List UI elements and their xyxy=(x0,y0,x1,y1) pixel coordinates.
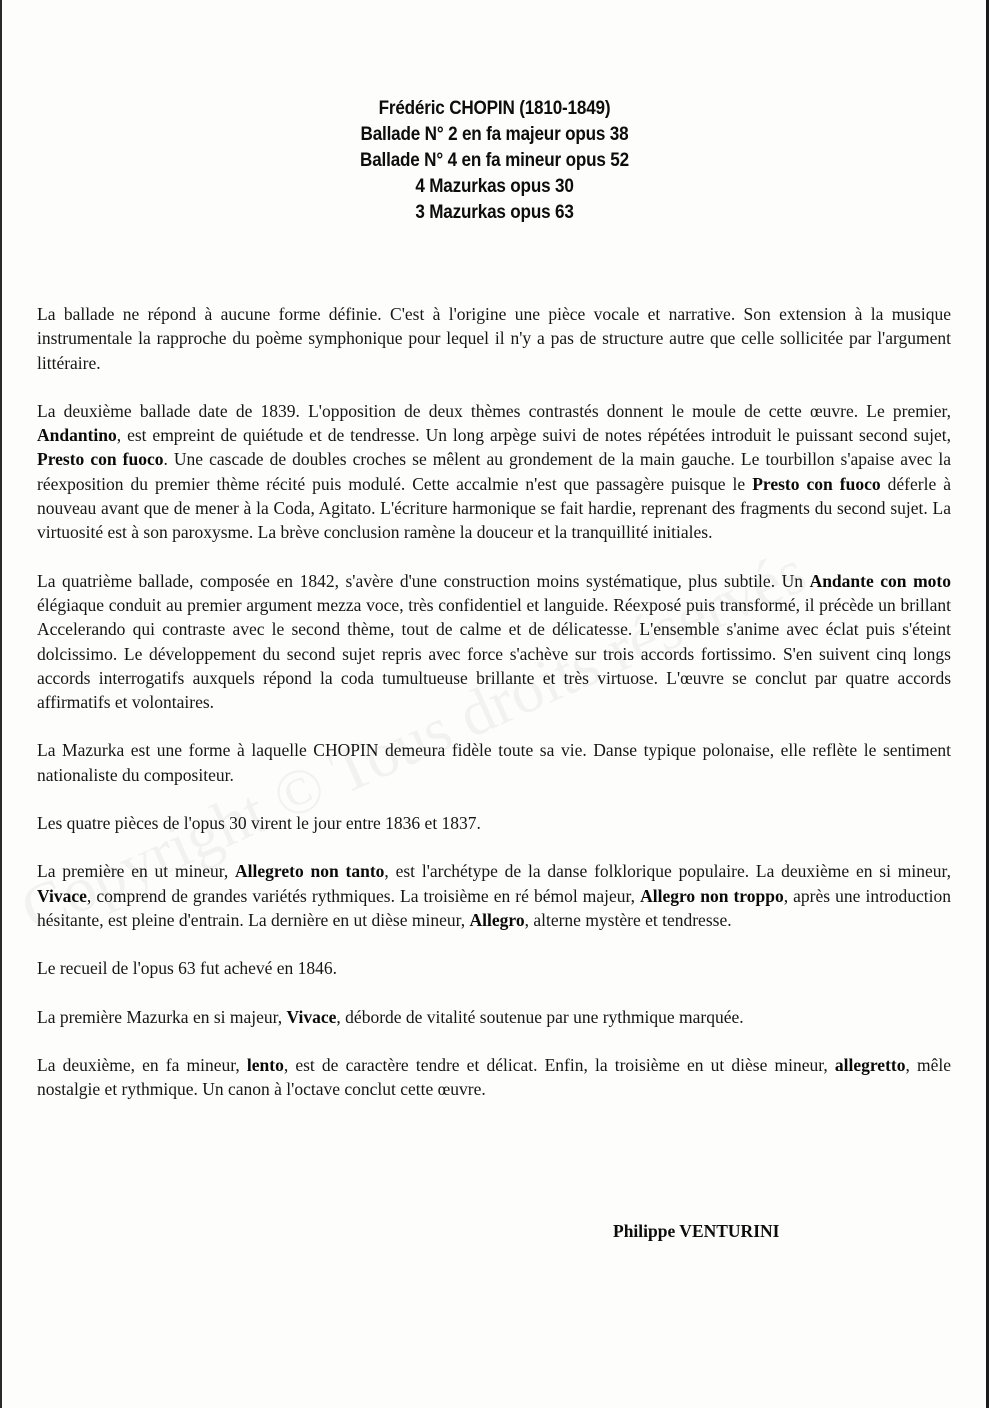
work-title-mazurkas-30: 4 Mazurkas opus 30 xyxy=(415,176,574,197)
paragraph xyxy=(37,859,951,932)
tempo-marking: Presto con fuoco xyxy=(37,449,164,470)
tempo-marking: lento xyxy=(246,1054,284,1075)
paragraph xyxy=(37,738,951,787)
text-run: La Mazurka est une forme à laquelle CHOPIN demeura fidèle toute sa vie. Danse typique polonaise, elle reflète le sentiment nationaliste du compositeur. xyxy=(37,740,951,785)
text-run: déferle à nouveau avant que de mener à la Coda, Agitato. L'écriture harmonique se fait hardie, reprenant des fragments du second sujet. La virtuosité est à son paroxysme. La brève conclusion ramène la douceur et la tranquillité initiales. xyxy=(37,473,952,543)
text-run: , est empreint de quiétude et de tendresse. Un long arpège suivi de notes répétées introduit le puissant second sujet, xyxy=(116,425,951,446)
tempo-marking: Andantino xyxy=(37,425,117,446)
tempo-marking: Allegreto non tanto xyxy=(235,861,385,882)
text-run: La deuxième, en fa mineur, xyxy=(37,1054,247,1075)
text-run: Le recueil de l'opus 63 fut achevé en 1846. xyxy=(37,958,338,979)
paragraph xyxy=(37,569,951,715)
tempo-marking: Allegro xyxy=(469,909,525,930)
text-run: La deuxième ballade date de 1839. L'opposition de deux thèmes contrastés donnent le moule de cette œuvre. Le premier, xyxy=(37,400,951,421)
text-run: La première Mazurka en si majeur, xyxy=(37,1006,287,1027)
paragraph xyxy=(37,811,951,835)
text-run: , mêle nostalgie et rythmique. Un canon à l'octave conclut cette œuvre. xyxy=(37,1054,952,1100)
text-run: , déborde de vitalité soutenue par une rythmique marquée. xyxy=(336,1006,744,1027)
paragraph xyxy=(37,1005,951,1029)
composer-title: Frédéric CHOPIN (1810-1849) xyxy=(378,98,611,119)
paragraph xyxy=(37,1053,951,1102)
work-title-mazurkas-63: 3 Mazurkas opus 63 xyxy=(415,202,574,223)
liner-notes-body xyxy=(37,302,951,1125)
work-title-ballade-2: Ballade N° 2 en fa majeur opus 38 xyxy=(360,124,629,145)
text-run: , est l'archétype de la danse folklorique populaire. La deuxième en si mineur, xyxy=(384,861,952,882)
text-run: , alterne mystère et tendresse. xyxy=(524,909,732,930)
text-run: La première en ut mineur, xyxy=(37,861,236,882)
tempo-marking: Vivace xyxy=(286,1006,337,1027)
document-header xyxy=(0,96,989,226)
paragraph xyxy=(37,302,951,375)
text-run: . Une cascade de doubles croches se mêlent au grondement de la main gauche. Le tourbillon s'apaise avec la réexposition du premier thème récité puis modulé. Cette accalmie n'est que passagère puisque le xyxy=(37,449,951,494)
paragraph xyxy=(37,399,951,545)
tempo-marking: allegretto xyxy=(834,1054,906,1075)
tempo-marking: Andante con moto xyxy=(809,570,952,591)
tempo-marking: Allegro non troppo xyxy=(640,885,784,906)
text-run: Les quatre pièces de l'opus 30 virent le jour entre 1836 et 1837. xyxy=(37,813,481,834)
text-run: La quatrième ballade, composée en 1842, s'avère d'une construction moins systématique, plus subtile. Un xyxy=(37,570,810,591)
text-run: , est de caractère tendre et délicat. Enfin, la troisième en ut dièse mineur, xyxy=(283,1054,835,1075)
text-run: La ballade ne répond à aucune forme définie. C'est à l'origine une pièce vocale et narrative. Son extension à la musique instrumentale la rapproche du poème symphonique pour lequel il n'y a pas de structure autre que celle sollicitée par l'argument littéraire. xyxy=(37,304,951,373)
text-run: élégiaque conduit au premier argument mezza voce, très confidentiel et languide. Réexposé puis transformé, il précède un brillant Accelerando qui contraste avec le second thème, tout de calme et de délicatesse. L'ensemble s'anime avec éclat puis s'éteint dolcissimo. Le développement du second sujet repris avec force s'achève sur trois accords fortissimo. S'en suivent cinq longs accords interrogatifs auxquels répond la coda tumultueuse brillante et très virtuose. L'œuvre se conclut par quatre accords affirmatifs et volontaires. xyxy=(37,594,951,713)
author-signature: Philippe VENTURINI xyxy=(613,1221,780,1241)
tempo-marking: Vivace xyxy=(37,885,87,906)
paragraph xyxy=(37,956,951,980)
text-run: , après une introduction hésitante, est pleine d'entrain. La dernière en ut dièse mineur, xyxy=(37,885,952,930)
work-title-ballade-4: Ballade N° 4 en fa mineur opus 52 xyxy=(360,150,629,171)
text-run: , comprend de grandes variétés rythmiques. La troisième en ré bémol majeur, xyxy=(86,885,641,906)
tempo-marking: Presto con fuoco xyxy=(752,473,881,494)
